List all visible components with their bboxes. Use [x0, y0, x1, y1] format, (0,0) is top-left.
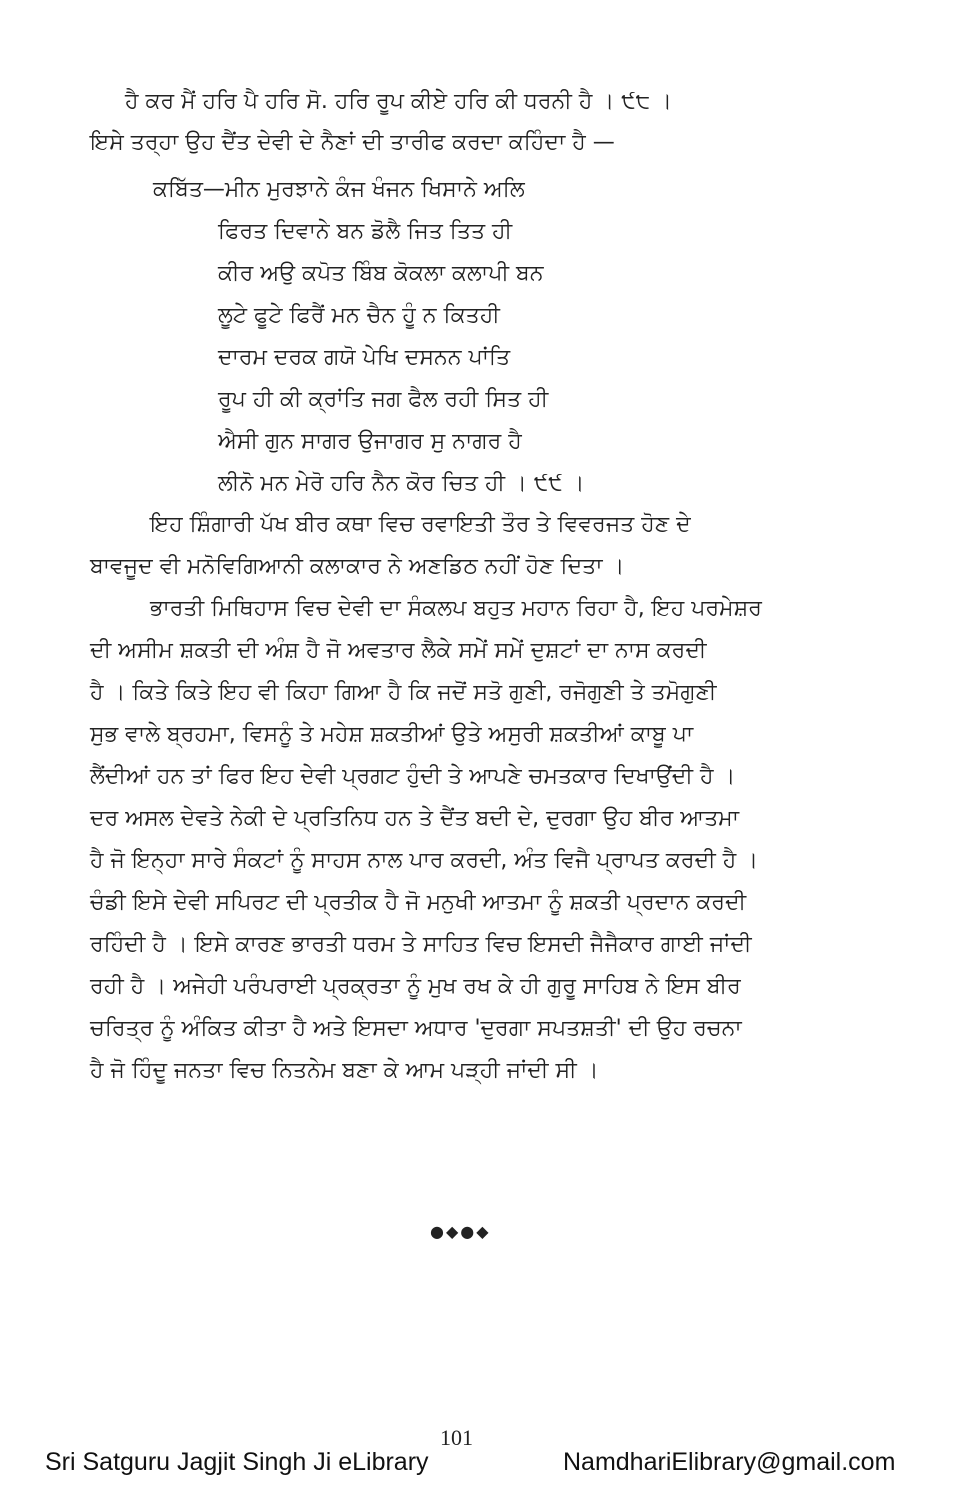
verse-line: ਦਾਰਮ ਦਰਕ ਗਯੋ ਪੇਖਿ ਦਸਨਨ ਪਾਂਤਿ: [218, 345, 511, 370]
text-line: ਇਸੇ ਤਰ੍ਹਾ ਉਹ ਦੈਂਤ ਦੇਵੀ ਦੇ ਨੈਣਾਂ ਦੀ ਤਾਰੀਫ ਕਰਦਾ ਕਹਿੰਦਾ ਹੈ —: [90, 130, 615, 155]
page-number: 101: [440, 1425, 473, 1450]
text-line: ਦਰ ਅਸਲ ਦੇਵਤੇ ਨੇਕੀ ਦੇ ਪ੍ਰਤਿਨਿਧ ਹਨ ਤੇ ਦੈਂਤ ਬਦੀ ਦੇ, ਦੁਰਗਾ ਉਹ ਬੀਰ ਆਤਮਾ: [90, 806, 740, 831]
text-line: ਭਾਰਤੀ ਮਿਥਿਹਾਸ ਵਿਚ ਦੇਵੀ ਦਾ ਸੰਕਲਪ ਬਹੁਤ ਮਹਾਨ ਰਿਹਾ ਹੈ, ਇਹ ਪਰਮੇਸ਼ਰ: [150, 596, 762, 621]
text-line: ਦੀ ਅਸੀਮ ਸ਼ਕਤੀ ਦੀ ਅੰਸ਼ ਹੈ ਜੋ ਅਵਤਾਰ ਲੈਕੇ ਸਮੇਂ ਸਮੇਂ ਦੁਸ਼ਟਾਂ ਦਾ ਨਾਸ ਕਰਦੀ: [90, 638, 707, 663]
text-line: ਲੈਂਦੀਆਂ ਹਨ ਤਾਂ ਫਿਰ ਇਹ ਦੇਵੀ ਪ੍ਰਗਟ ਹੁੰਦੀ ਤੇ ਆਪਣੇ ਚਮਤਕਾਰ ਦਿਖਾਉਂਦੀ ਹੈ ।: [90, 764, 736, 789]
text-line: ਚਰਿਤ੍ਰ ਨੂੰ ਅੰਕਿਤ ਕੀਤਾ ਹੈ ਅਤੇ ਇਸਦਾ ਅਧਾਰ 'ਦੁਰਗਾ ਸਪਤਸ਼ਤੀ' ਦੀ ਉਹ ਰਚਨਾ: [90, 1016, 742, 1041]
footer-library-name: Sri Satguru Jagjit Singh Ji eLibrary: [45, 1448, 429, 1476]
verse-line: ਲੂਟੇ ਫੂਟੇ ਫਿਰੈਂ ਮਨ ਚੈਨ ਹੂੰ ਨ ਕਿਤਹੀ: [218, 303, 500, 328]
footer-email: NamdhariElibrary@gmail.com: [563, 1448, 896, 1476]
text-line: ਇਹ ਸ਼ਿੰਗਾਰੀ ਪੱਖ ਬੀਰ ਕਥਾ ਵਿਚ ਰਵਾਇਤੀ ਤੌਰ ਤੇ ਵਿਵਰਜਤ ਹੋਣ ਦੇ: [150, 512, 691, 537]
text-line: ਬਾਵਜੂਦ ਵੀ ਮਨੋਵਿਗਿਆਨੀ ਕਲਾਕਾਰ ਨੇ ਅਣਡਿਠ ਨਹੀਂ ਹੋਣ ਦਿਤਾ ।: [90, 554, 625, 579]
text-line: ਹੈ ਜੋ ਹਿੰਦੂ ਜਨਤਾ ਵਿਚ ਨਿਤਨੇਮ ਬਣਾ ਕੇ ਆਮ ਪੜ੍ਹੀ ਜਾਂਦੀ ਸੀ ।: [90, 1058, 599, 1083]
verse-line: ਲੀਨੋ ਮਨ ਮੇਰੋ ਹਰਿ ਨੈਨ ਕੋਰ ਚਿਤ ਹੀ । ੯੯ ।: [218, 471, 585, 496]
text-line: ਹੈ ਜੋ ਇਨ੍ਹਾ ਸਾਰੇ ਸੰਕਟਾਂ ਨੂੰ ਸਾਹਸ ਨਾਲ ਪਾਰ ਕਰਦੀ, ਅੰਤ ਵਿਜੈ ਪ੍ਰਾਪਤ ਕਰਦੀ ਹੈ ।: [90, 848, 759, 873]
text-line: ਚੰਡੀ ਇਸੇ ਦੇਵੀ ਸਪਿਰਟ ਦੀ ਪ੍ਰਤੀਕ ਹੈ ਜੋ ਮਨੁਖੀ ਆਤਮਾ ਨੂੰ ਸ਼ਕਤੀ ਪ੍ਰਦਾਨ ਕਰਦੀ: [90, 890, 747, 915]
verse-line: ਕੀਰ ਅਉ ਕਪੋਤ ਬਿੰਬ ਕੋਕਲਾ ਕਲਾਪੀ ਬਨ: [218, 261, 544, 286]
verse-line: ਫਿਰਤ ਦਿਵਾਨੇ ਬਨ ਡੋਲੈ ਜਿਤ ਤਿਤ ਹੀ: [218, 219, 513, 244]
verse-line: ਕਬਿੱਤ—ਮੀਨ ਮੁਰਝਾਨੇ ਕੰਜ ਖੰਜਨ ਖਿਸਾਨੇ ਅਲਿ: [153, 177, 525, 202]
text-line: ਰਹੀ ਹੈ । ਅਜੇਹੀ ਪਰੰਪਰਾਈ ਪ੍ਰਕ੍ਰਤਾ ਨੂੰ ਮੁਖ ਰਖ ਕੇ ਹੀ ਗੁਰੂ ਸਾਹਿਬ ਨੇ ਇਸ ਬੀਰ: [90, 974, 741, 999]
text-line: ਰਹਿੰਦੀ ਹੈ । ਇਸੇ ਕਾਰਣ ਭਾਰਤੀ ਧਰਮ ਤੇ ਸਾਹਿਤ ਵਿਚ ਇਸਦੀ ਜੈਜੈਕਾਰ ਗਾਈ ਜਾਂਦੀ: [90, 932, 752, 957]
section-ornament: ●◆●◆: [430, 1222, 491, 1241]
text-line: ਹੈ । ਕਿਤੇ ਕਿਤੇ ਇਹ ਵੀ ਕਿਹਾ ਗਿਆ ਹੈ ਕਿ ਜਦੋਂ ਸਤੋ ਗੁਣੀ, ਰਜੋਗੁਣੀ ਤੇ ਤਮੋਗੁਣੀ: [90, 680, 717, 705]
verse-line: ਰੂਪ ਹੀ ਕੀ ਕ੍ਰਾਂਤਿ ਜਗ ਫੈਲ ਰਹੀ ਸਿਤ ਹੀ: [218, 387, 549, 412]
text-line: ਸੁਭ ਵਾਲੇ ਬ੍ਰਹਮਾ, ਵਿਸਨੂੰ ਤੇ ਮਹੇਸ਼ ਸ਼ਕਤੀਆਂ ਉਤੇ ਅਸੁਰੀ ਸ਼ਕਤੀਆਂ ਕਾਬੂ ਪਾ: [90, 722, 694, 747]
verse-line: ਐਸੀ ਗੁਨ ਸਾਗਰ ਉਜਾਗਰ ਸੁ ਨਾਗਰ ਹੈ: [218, 429, 522, 454]
text-line: ਹੈ ਕਰ ਮੈਂ ਹਰਿ ਪੈ ਹਰਿ ਸੋ. ਹਰਿ ਰੂਪ ਕੀਏ ਹਰਿ ਕੀ ਧਰਨੀ ਹੈ । ੯੮ ।: [125, 89, 672, 114]
